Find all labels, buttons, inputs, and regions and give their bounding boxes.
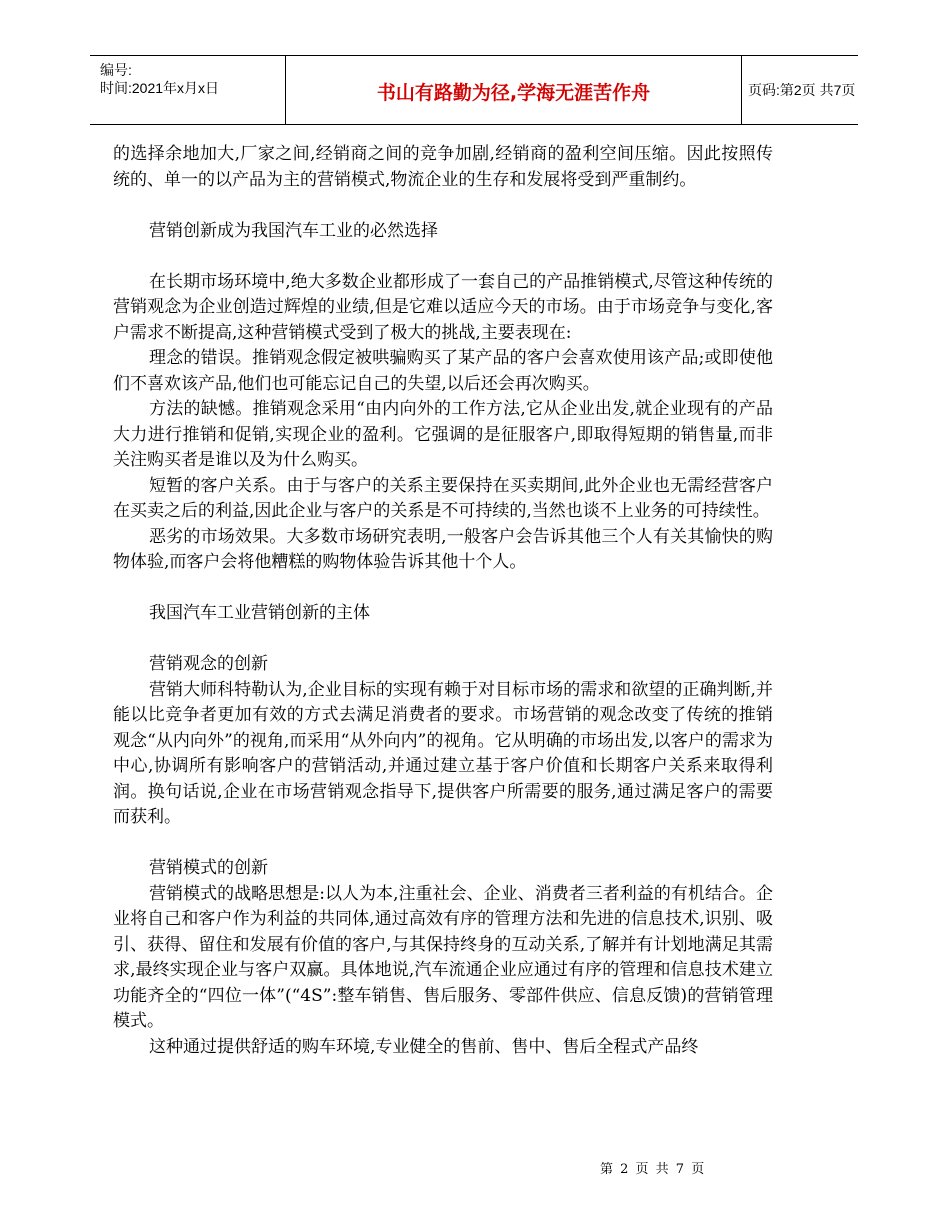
subsection-heading: 营销观念的创新 (149, 654, 268, 674)
paragraph: 营销模式的战略思想是:以人为本,注重社会、企业、消费者三者利益的有机结合。企业将自己和客户作为利益的共同体,通过高效有序的管理方法和先进的信息技术,识别、吸引、获得、留住和发展有价值的客户,与其保持终身的互动关系,了解并有计划地满足其需求,最终实现企业与客户双赢。具体地说,汽车流通企业应通过有序的管理和信息技术建立功能齐全的“四位一体”(“4S”:整车销售、售后服务、零部件供应、信息反馈)的营销管理模式。 (113, 883, 773, 1031)
page-header (90, 55, 858, 125)
section-heading: 营销创新成为我国汽车工业的必然选择 (149, 220, 438, 241)
page-footer: 第 2 页 共 7 页 (600, 1162, 705, 1177)
paragraph: 营销大师科特勒认为,企业目标的实现有赖于对目标市场的需求和欲望的正确判断,并能以比竞争者更加有效的方式去满足消费者的要求。市场营销的观念改变了传统的推销观念“从内向外”的视角,而采用“从外向内”的视角。它从明确的市场出发,以客户的需求为中心,协调所有影响客户的营销活动,并通过建立基于客户价值和长期客户关系来取得利润。换句话说,企业在市场营销观念指导下,提供客户所需要的服务,通过满足客户的需要而获利。 (113, 679, 773, 827)
paragraph: 理念的错误。推销观念假定被哄骗购买了某产品的客户会喜欢使用该产品;或即使他们不喜欢该产品,他们也可能忘记自己的失望,以后还会再次购买。 (113, 348, 773, 394)
paragraph: 短暂的客户关系。由于与客户的关系主要保持在买卖期间,此外企业也无需经营客户在买卖之后的利益,因此企业与客户的关系是不可持续的,当然也谈不上业务的可持续性。 (113, 475, 773, 521)
subsection-heading: 营销模式的创新 (149, 858, 268, 878)
header-motto-cell (285, 56, 742, 124)
document-number-label: 编号: (100, 62, 132, 78)
paragraph: 的选择余地加大,厂家之间,经销商之间的竞争加剧,经销商的盈利空间压缩。因此按照传统的、单一的以产品为主的营销模式,物流企业的生存和发展将受到严重制约。 (113, 144, 773, 190)
document-time-label: 时间:2021年x月x日 (100, 80, 220, 96)
section-heading: 我国汽车工业营销创新的主体 (149, 603, 370, 623)
header-page-number: 页码:第2页 共7页 (748, 82, 856, 98)
paragraph: 这种通过提供舒适的购车环境,专业健全的售前、售中、售后全程式产品终 (149, 1036, 699, 1057)
header-motto: 书山有路勤为径,学海无涯苦作舟 (376, 82, 651, 104)
paragraph: 方法的缺憾。推销观念采用“由内向外的工作方法,它从企业出发,就企业现有的产品大力进行推销和促销,实现企业的盈利。它强调的是征服客户,即取得短期的销售量,而非关注购买者是谁以及为什么购买。 (113, 399, 773, 470)
paragraph: 在长期市场环境中,绝大多数企业都形成了一套自己的产品推销模式,尽管这种传统的营销观念为企业创造过辉煌的业绩,但是它难以适应今天的市场。由于市场竞争与变化,客户需求不断提高,这种营销模式受到了极大的挑战,主要表现在: (113, 271, 773, 343)
header-page-cell (740, 56, 858, 124)
header-meta-cell (90, 56, 285, 124)
document-body (113, 142, 773, 1060)
paragraph: 恶劣的市场效果。大多数市场研究表明,一般客户会告诉其他三个人有关其愉快的购物体验,而客户会将他糟糕的购物体验告诉其他十个人。 (113, 526, 773, 572)
